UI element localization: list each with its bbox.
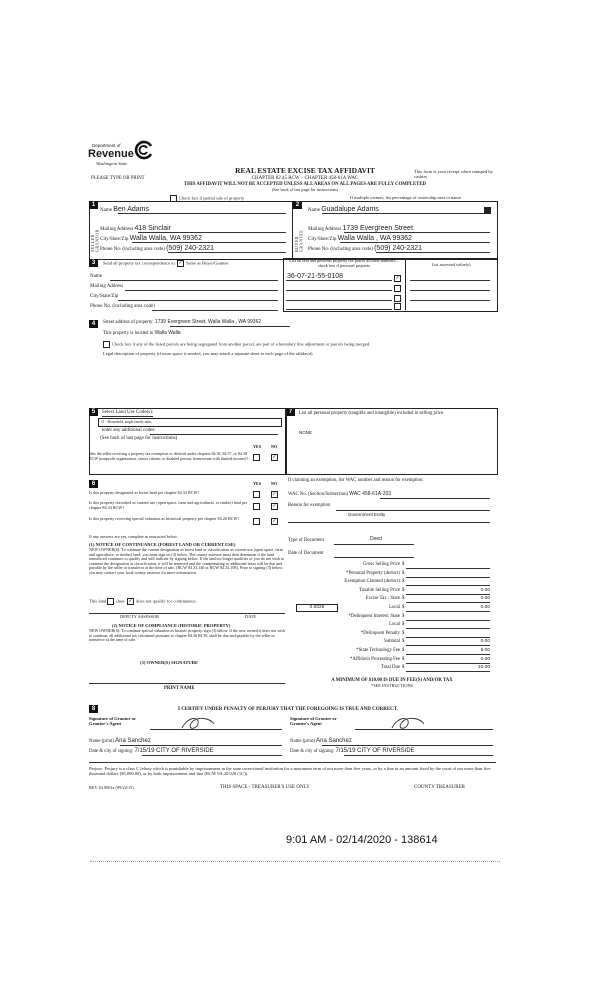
- calc-row-label: Excise Tax : State: [365, 596, 400, 602]
- calc-row-value[interactable]: [406, 631, 490, 638]
- exemption-question: Was the seller receiving a property tax exemption or deferral under chapters 84.36, 84.37, or 84.38 RCW (nonprofit organization, senior citizen, or disabled person, homeowner with limited income)?: [89, 451, 249, 461]
- parcel-header: List all real and personal property tax parcel account numbers – check box if personal property: [289, 258, 399, 268]
- historic-yes-checkbox[interactable]: [253, 518, 260, 525]
- calc-row-label: *Personal Property (deduct): [346, 570, 400, 576]
- please-type: PLEASE TYPE OR PRINT: [91, 176, 145, 181]
- partial-sale-check[interactable]: Check box if partial sale of property: [170, 195, 244, 202]
- current-use-yes-checkbox[interactable]: [253, 503, 260, 510]
- seller-address[interactable]: 418 Sinclair: [134, 225, 172, 232]
- continuance-notice: NEW OWNER(S): To continue the current designation as forest land or classification as current use (open space, farm and agriculture, or timber) land, you must sign on (3) below. The county assessor must then determine if the land transferred continues to qualify and will indicate by signing below. If the land no longer qualifies or you do not wish to continue the designation or classification, it will be removed and the compensating or additional taxes will be due and payable by the seller or transferor at the time of sale. (RCW 84.33.140 or RCW 84.34.108). Prior to signing (3) below, you may contact your local county assessor for more information.: [89, 547, 285, 575]
- scan-artifact-line: [90, 861, 500, 862]
- grantee-print-name[interactable]: Ana Sanchez: [316, 738, 352, 744]
- calc-row-value[interactable]: [406, 622, 490, 629]
- calc-row: *Personal Property (deduct) $: [290, 571, 496, 579]
- logo-swirl-icon: [134, 140, 154, 160]
- seller-phone[interactable]: (509) 240-2321: [166, 245, 214, 252]
- calc-row: *Affidavit Processing Fee $ 0.00: [349, 656, 490, 662]
- calc-row-label: Total Due: [381, 665, 400, 671]
- calc-row-value[interactable]: 0.00: [406, 639, 490, 646]
- calc-row-value[interactable]: 5.00: [406, 648, 490, 655]
- legal-description-label: Legal description of property (if more space is needed, you may attach a separate sheet to each page of the affidavit): [103, 351, 313, 356]
- forest-no-checkbox[interactable]: [271, 491, 278, 498]
- calc-row: Total Due $ 10.00: [381, 665, 490, 671]
- local-rate-field[interactable]: 0.0025: [296, 604, 338, 612]
- calc-row: Exemption Claimed (deduct) $: [290, 579, 496, 587]
- parcel-personal-checkbox-2[interactable]: [394, 285, 401, 292]
- section-4-number: 4: [89, 320, 98, 328]
- receipt-note: This form is your receipt when stamped by cashier.: [414, 169, 493, 180]
- buyer-name[interactable]: Guadalupe Adams: [321, 206, 379, 213]
- form-title: REAL ESTATE EXCISE TAX AFFIDAVIT: [235, 166, 375, 175]
- parcel-personal-checkbox-1[interactable]: [394, 275, 401, 282]
- buyer-grantee-label: BUYER GRANTEE: [294, 229, 304, 252]
- buyer-name-checkbox[interactable]: [484, 207, 491, 214]
- exemption-reason[interactable]: Government Entity: [348, 512, 386, 517]
- does-qualify-checkbox[interactable]: [107, 598, 114, 605]
- receipt-stamp: 9:01 AM - 02/14/2020 - 138614: [286, 834, 438, 846]
- calc-row-value[interactable]: [406, 579, 490, 586]
- calc-row: Taxable Selling Price $ 0.00: [359, 587, 490, 593]
- multiple-owners-note: If multiple owners, list percentage of ownership next to name.: [350, 195, 462, 200]
- calc-row: Subtotal $ 0.00: [384, 639, 490, 645]
- see-back-note: (See back of last page for instructions): [271, 187, 339, 192]
- compliance-notice: NEW OWNER(S): To continue special valuation as historic property, sign (3) below. If the new owner(s) does not wish to continue, all additional tax calculated pursuant to chapter 84.26 RCW, shall be due and payable by the seller or transferor at the time of sale.: [89, 628, 285, 643]
- land-use-select[interactable]: 11 - Household, single family units: [98, 418, 282, 427]
- logo-name: Revenue: [88, 148, 134, 160]
- perjury-notice: Perjury: Perjury is a class C felony which is punishable by imprisonment in the state correctional institution for a maximum term of not more than five years, or by a fine in an amount fixed by the court of not more than five thousand dollars ($5,000.00), or by both imprisonment and fine (RCW 9A.20.020 (1C)).: [89, 766, 491, 777]
- parcel-personal-checkbox-3[interactable]: [394, 295, 401, 302]
- calc-row-label: *Delinquent Interest: State: [348, 613, 400, 619]
- personal-property-value[interactable]: NONE: [299, 430, 313, 435]
- located-in[interactable]: Walla Walla: [154, 330, 181, 336]
- calc-row: *Delinquent Penalty $: [290, 631, 496, 639]
- document-type[interactable]: Deed: [370, 536, 382, 542]
- section-8-number: 8: [89, 705, 98, 713]
- calc-row-label: Local: [389, 605, 400, 610]
- calc-row-label: *Affidavit Processing Fee: [349, 656, 400, 662]
- calc-row-label: Local: [389, 622, 400, 628]
- forest-yes-checkbox[interactable]: [253, 491, 260, 498]
- section-7-box: [286, 408, 498, 475]
- calc-row-value[interactable]: 0.00: [406, 605, 490, 612]
- same-as-buyer-checkbox[interactable]: [177, 260, 184, 267]
- calc-row-label: Taxable Selling Price: [359, 587, 400, 593]
- historic-no-checkbox[interactable]: [271, 518, 278, 525]
- calc-row-label: *State Technology Fee: [356, 648, 400, 653]
- section-2-number: 2: [293, 201, 302, 209]
- calc-row-label: *Delinquent Penalty: [360, 630, 400, 636]
- section-1-number: 1: [89, 201, 98, 209]
- wac-number[interactable]: WAC 458-61A-203: [349, 491, 392, 497]
- calc-row-value[interactable]: [406, 562, 490, 569]
- current-use-no-checkbox[interactable]: [271, 503, 278, 510]
- does-not-qualify-checkbox[interactable]: [127, 598, 134, 605]
- section-7-number: 7: [286, 408, 295, 416]
- seller-city[interactable]: Walla Walla, WA 99362: [129, 235, 202, 242]
- calc-row: Local $ 0.00 0.0025: [290, 605, 496, 613]
- seller-name[interactable]: Ben Adams: [113, 206, 150, 213]
- calc-row-value[interactable]: [406, 614, 490, 621]
- section-6-number: 6: [89, 480, 98, 488]
- grantee-date-city[interactable]: 7/15/19 CITY OF RIVERSIDE: [335, 748, 415, 754]
- grantor-date-city[interactable]: 7/15/19 CITY OF RIVERSIDE: [134, 748, 214, 754]
- form-notice: THIS AFFIDAVIT WILL NOT BE ACCEPTED UNLESS ALL AREAS ON ALL PAGES ARE FULLY COMPLETED: [183, 182, 427, 187]
- calc-row-value[interactable]: [406, 571, 490, 578]
- calc-row: *State Technology Fee $ 5.00: [356, 648, 490, 653]
- assessed-header: List assessed value(s): [431, 262, 471, 267]
- buyer-city[interactable]: Walla Walla , WA 99362: [337, 235, 412, 242]
- revenue-logo: [88, 143, 168, 171]
- calc-row-label: Exemption Claimed (deduct): [344, 579, 400, 585]
- calc-row: Gross Selling Price $: [290, 562, 496, 570]
- street-address[interactable]: 1739 Evergreen Street, Walla Walla , WA 99362: [154, 319, 262, 325]
- calc-row: Local $: [290, 622, 496, 630]
- logo-state: Washington State: [96, 161, 128, 166]
- seller-grantor-label: SELLER GRANTOR: [90, 229, 100, 252]
- calc-row: Excise Tax : State $ 0.00: [365, 596, 490, 602]
- calc-row-value[interactable]: 0.00: [406, 588, 490, 595]
- parcel-personal-checkbox-4[interactable]: [394, 303, 401, 310]
- section-5-number: 5: [89, 408, 98, 416]
- calc-row-value[interactable]: 10.00: [406, 665, 490, 672]
- land-use-label: Select Land Use Code(s):: [102, 410, 154, 415]
- parcel-number[interactable]: 36-07-21-55-0108: [287, 273, 344, 280]
- calc-row-value[interactable]: 0.00: [406, 596, 490, 603]
- calc-row: *Delinquent Interest: State $: [290, 614, 496, 622]
- grantee-signature-icon: [388, 714, 428, 732]
- buyer-address[interactable]: 1739 Evergreen Street: [342, 225, 413, 232]
- exemption-yes-checkbox[interactable]: [253, 454, 260, 461]
- calc-row-label: Gross Selling Price: [362, 562, 400, 567]
- form-chapter: CHAPTER 82.45 RCW – CHAPTER 458-61A WAC: [251, 176, 359, 181]
- grantor-print-name[interactable]: Ana Sanchez: [115, 738, 151, 744]
- section-3-number: 3: [89, 259, 98, 267]
- exemption-no-checkbox[interactable]: [271, 454, 278, 461]
- calc-row-label: Subtotal: [384, 639, 400, 645]
- segregated-checkbox[interactable]: [103, 341, 110, 348]
- grantor-signature-icon: [178, 714, 218, 732]
- calc-row-value[interactable]: 0.00: [406, 657, 490, 664]
- buyer-phone[interactable]: (509) 240-2321: [374, 245, 422, 252]
- logo-dept: Department of: [92, 143, 121, 148]
